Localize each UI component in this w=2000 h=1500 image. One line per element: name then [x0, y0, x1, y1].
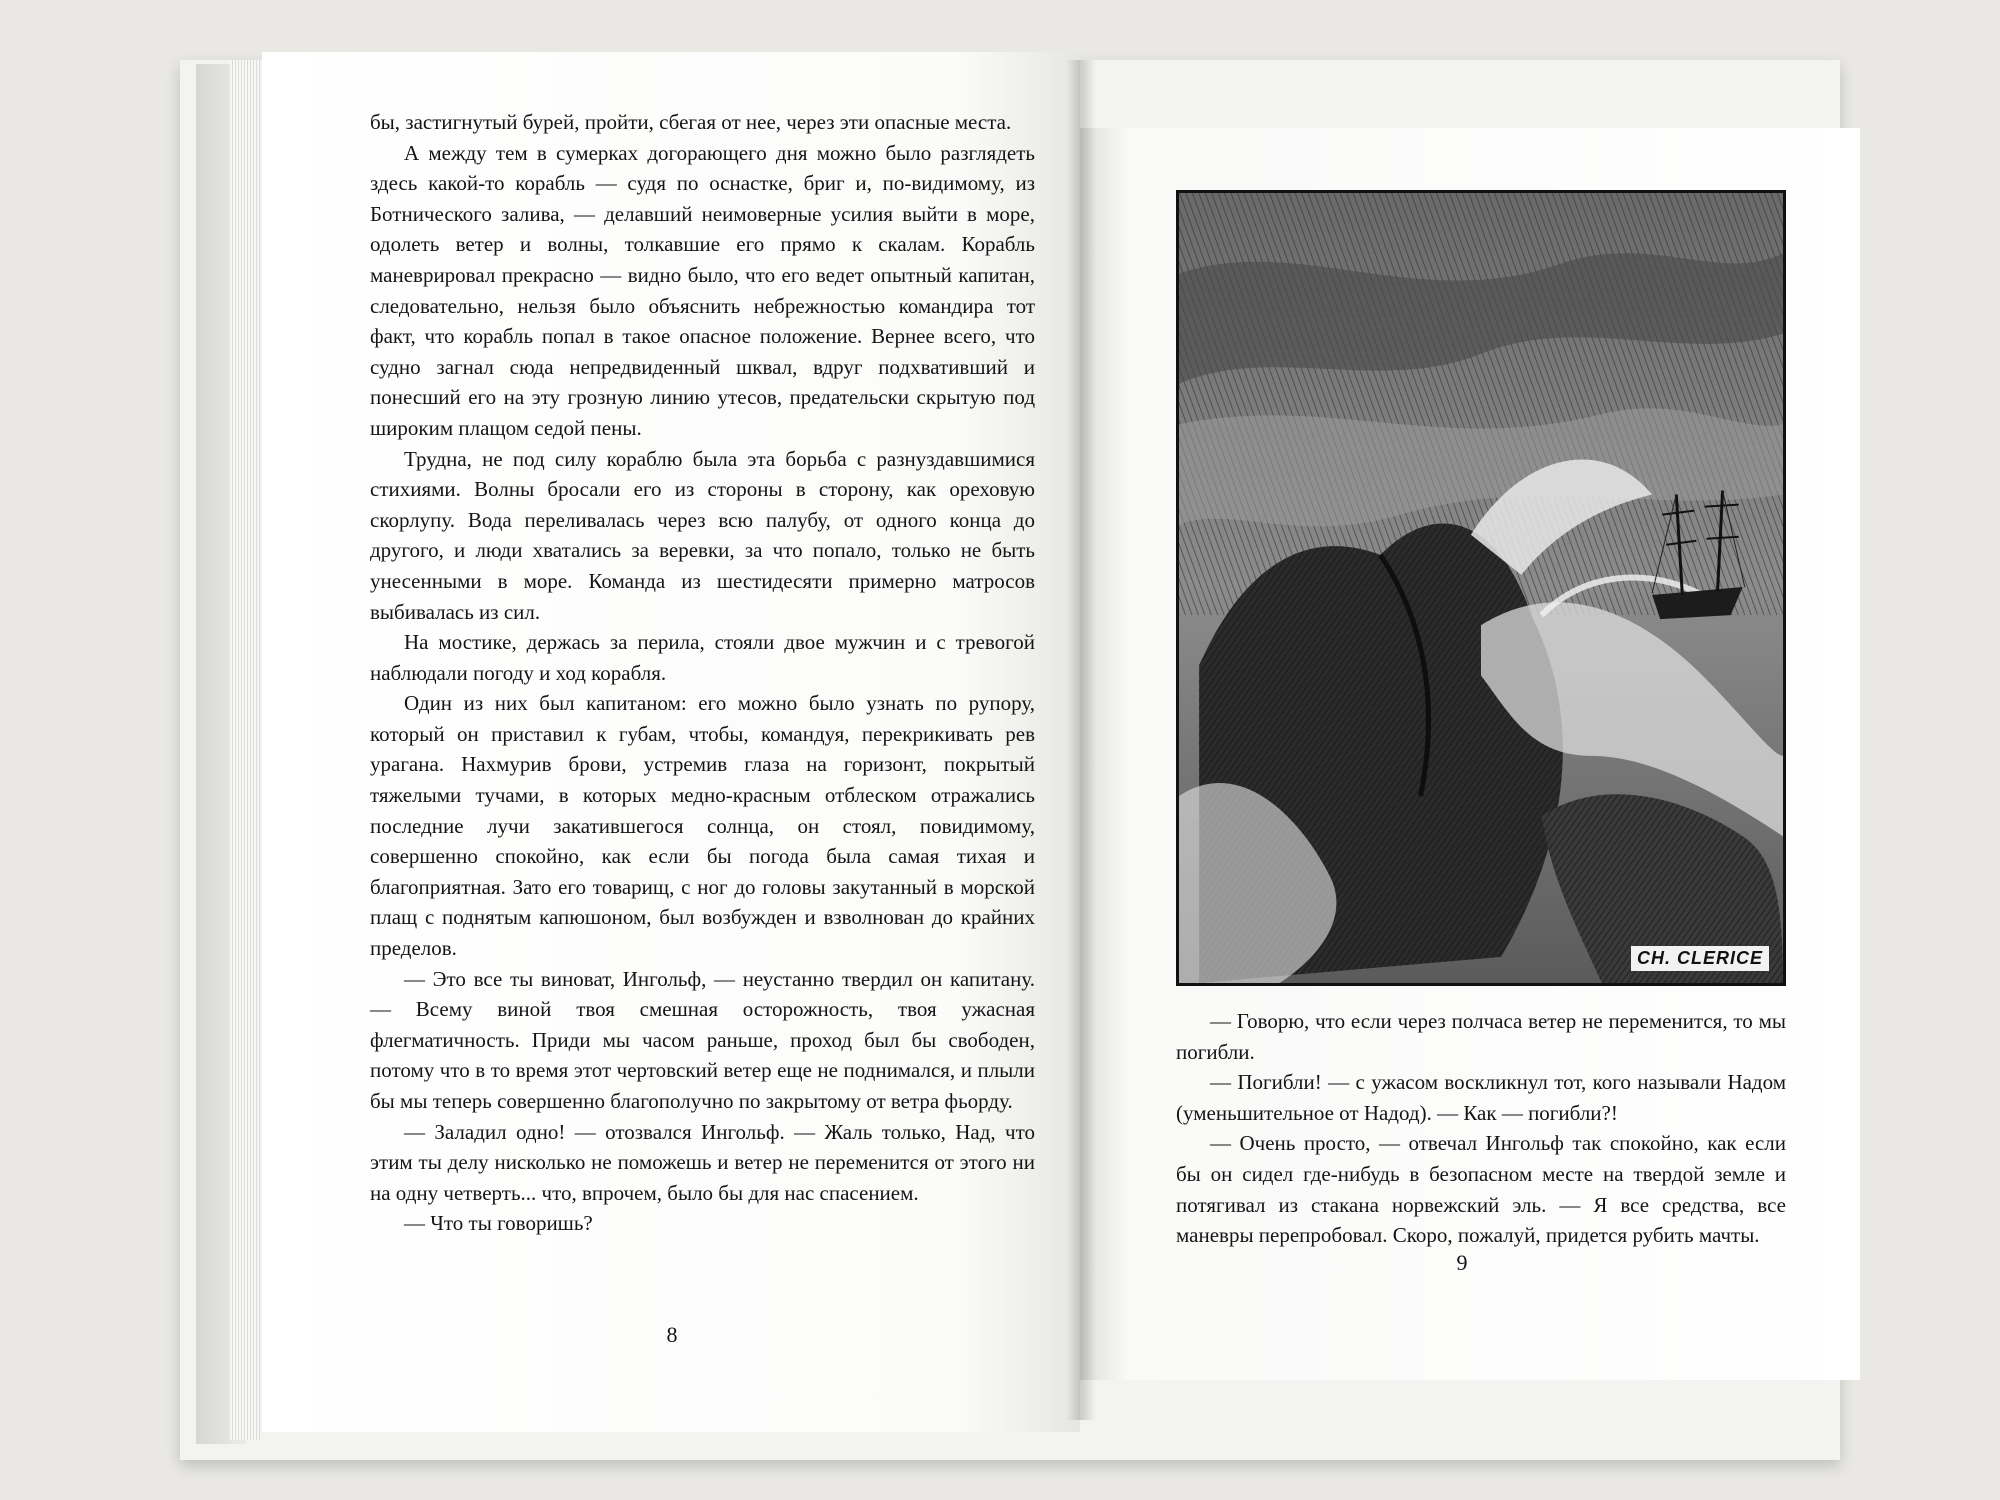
- left-page-text: [370, 107, 1035, 1239]
- page-number-left: 8: [666, 1322, 678, 1347]
- right-page: [1080, 128, 1860, 1380]
- paragraph: бы, застигнутый бурей, пройти, сбегая от нее, через эти опасные места.: [370, 110, 1012, 134]
- paragraph: Трудна, не под силу кораблю была эта борьба с разнуздавшимися стихиями. Волны бросали его из стороны в сторону, как ореховую скорлупу. Вода переливалась через всю палубу, от одного конца до другого, и люди хватались за веревки, за что попало, только не быть унесенными в море. Команда из шестидесяти примерно матросов выбивалась из сил.: [370, 446, 1035, 624]
- paragraph: — Заладил одно! — отозвался Ингольф. — Жаль только, Над, что этим ты делу нисколько не поможешь и ветер не переменится от этого ни на одну четверть... что, впрочем, было бы для нас спасением.: [370, 1119, 1035, 1205]
- page-number-right: 9: [1456, 1250, 1468, 1275]
- artist-signature: CH. CLERICE: [1631, 946, 1769, 971]
- right-page-text: [1176, 1006, 1786, 1251]
- page-stack: [230, 60, 260, 1440]
- paragraph: — Что ты говоришь?: [404, 1211, 593, 1236]
- paragraph: — Погибли! — с ужасом воскликнул тот, кого называли Надом (уменьшительное от Надод). — Как — погибли?!: [1176, 1070, 1786, 1125]
- storm-ship-illustration: [1176, 190, 1786, 986]
- book-gutter-shadow: [1066, 60, 1096, 1420]
- paragraph: — Это все ты виноват, Ингольф, — неустанно твердил он капитану. — Всему виной твоя смешная осторожность, твоя ужасная флегматичность. Приди мы часом раньше, проход был бы свободен, потому что в то время этот чертовский ветер еще не поднимался, и плыли бы мы теперь совершенно благополучно по закрытому от ветра фьорду.: [370, 966, 1035, 1113]
- left-page: [262, 52, 1080, 1432]
- paragraph: Один из них был капитаном: его можно было узнать по рупору, который он приставил к губам, чтобы, командуя, перекрикивать рев урагана. Нахмурив брови, устремив глаза на горизонт, покрытый тяжелыми тучами, в которых медно-красным отблеском отражались последние лучи закатившегося солнца, он стоял, повидимому, совершенно спокойно, как если бы погода была самая тихая и благоприятная. Зато его товарищ, с ног до головы закутанный в морской плащ с поднятым капюшоном, был возбужден и взволнован до крайних пределов.: [370, 691, 1035, 961]
- paragraph: На мостике, держась за перила, стояли двое мужчин и с тревогой наблюдали погоду и ход корабля.: [370, 630, 1035, 685]
- paragraph: — Говорю, что если через полчаса ветер не переменится, то мы погибли.: [1176, 1009, 1786, 1064]
- engraving-image: [1179, 193, 1783, 983]
- paragraph: А между тем в сумерках догорающего дня можно было разглядеть здесь какой-то корабль — судя по оснастке, бриг и, по-видимому, из Ботнического залива, — делавший неимоверные усилия выйти в море, одолеть ветер и волны, толкавшие его прямо к скалам. Корабль маневрировал прекрасно — видно было, что его ведет опытный капитан, следовательно, нельзя было объяснить небрежностью командира тот факт, что корабль попал в такое опасное положение. Вернее всего, что судно загнал сюда непредвиденный шквал, вдруг подхвативший и понесший его на эту грозную линию утесов, предательски скрытую под широким плащом седой пены.: [370, 140, 1035, 440]
- paragraph: — Очень просто, — отвечал Ингольф так спокойно, как если бы он сидел где-нибудь в безопасном месте на твердой земле и потягивал из стакана норвежский эль. — Я все средства, все маневры перепробовал. Скоро, пожалуй, придется рубить мачты.: [1176, 1131, 1786, 1248]
